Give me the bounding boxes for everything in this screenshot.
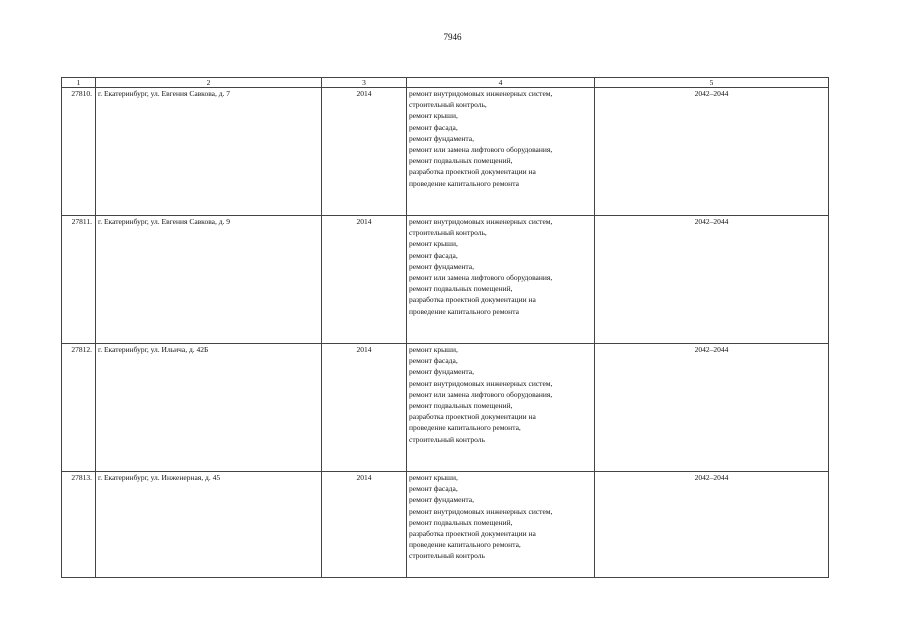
address-cell: г. Екатеринбург, ул. Евгения Савкова, д. 7 (96, 88, 322, 216)
work-item: проведение капитального ремонта, (409, 540, 521, 550)
work-item: строительный контроль, (409, 100, 487, 110)
work-item: ремонт фасада, (409, 484, 458, 494)
work-item: ремонт фасада, (409, 122, 458, 132)
column-header-4: 4 (407, 78, 595, 88)
works-cell (407, 472, 595, 578)
year-cell: 2014 (322, 216, 407, 344)
row-number-cell: 27811. (62, 216, 96, 344)
work-item: ремонт фундамента, (409, 133, 474, 143)
work-item: ремонт подвальных помещений, (409, 156, 513, 166)
work-item: ремонт подвальных помещений, (409, 284, 513, 294)
work-item: ремонт или замена лифтового оборудования, (409, 389, 553, 399)
address-cell: г. Екатеринбург, ул. Ильича, д. 42Б (96, 344, 322, 472)
period-cell: 2042–2044 (595, 472, 829, 578)
year-cell: 2014 (322, 344, 407, 472)
table-row (62, 472, 829, 578)
column-header-1: 1 (62, 78, 96, 88)
address-cell: г. Екатеринбург, ул. Инженерная, д. 45 (96, 472, 322, 578)
work-item: ремонт фасада, (409, 250, 458, 260)
work-item: проведение капитального ремонта (409, 178, 519, 188)
work-item: ремонт внутридомовых инженерных систем, (409, 217, 553, 226)
work-item: ремонт фасада, (409, 356, 458, 366)
work-item: разработка проектной документации на (409, 295, 536, 305)
work-item: ремонт крыши, (409, 111, 458, 121)
column-header-2: 2 (96, 78, 322, 88)
year-cell: 2014 (322, 88, 407, 216)
column-header-5: 5 (595, 78, 829, 88)
repair-schedule-table (61, 77, 829, 578)
table-row (62, 88, 829, 216)
works-cell (407, 88, 595, 216)
work-item: строительный контроль (409, 551, 485, 561)
work-item: ремонт или замена лифтового оборудования, (409, 273, 553, 283)
row-number-cell: 27810. (62, 88, 96, 216)
header-row (62, 78, 829, 88)
work-item: ремонт крыши, (409, 345, 458, 354)
work-item: ремонт внутридомовых инженерных систем, (409, 506, 553, 516)
work-item: проведение капитального ремонта (409, 306, 519, 316)
work-item: ремонт фундамента, (409, 261, 474, 271)
work-item: ремонт подвальных помещений, (409, 517, 513, 527)
works-cell (407, 216, 595, 344)
table-row (62, 344, 829, 472)
work-item: ремонт крыши, (409, 239, 458, 249)
works-cell (407, 344, 595, 472)
work-item: ремонт внутридомовых инженерных систем, (409, 378, 553, 388)
work-item: ремонт фундамента, (409, 495, 474, 505)
period-cell: 2042–2044 (595, 216, 829, 344)
period-cell: 2042–2044 (595, 344, 829, 472)
work-item: разработка проектной документации на (409, 412, 536, 422)
row-number-cell: 27812. (62, 344, 96, 472)
address-cell: г. Екатеринбург, ул. Евгения Савкова, д. 9 (96, 216, 322, 344)
column-header-3: 3 (322, 78, 407, 88)
work-item: проведение капитального ремонта, (409, 423, 521, 433)
work-item: строительный контроль, (409, 228, 487, 238)
period-cell: 2042–2044 (595, 88, 829, 216)
work-item: ремонт крыши, (409, 473, 458, 482)
work-item: ремонт фундамента, (409, 367, 474, 377)
work-item: ремонт подвальных помещений, (409, 401, 513, 411)
row-number-cell: 27813. (62, 472, 96, 578)
work-item: разработка проектной документации на (409, 529, 536, 539)
work-item: ремонт внутридомовых инженерных систем, (409, 89, 553, 98)
work-item: строительный контроль (409, 434, 485, 444)
work-item: разработка проектной документации на (409, 167, 536, 177)
year-cell: 2014 (322, 472, 407, 578)
work-item: ремонт или замена лифтового оборудования, (409, 145, 553, 155)
page-number: 7946 (443, 32, 462, 42)
table-row (62, 216, 829, 344)
